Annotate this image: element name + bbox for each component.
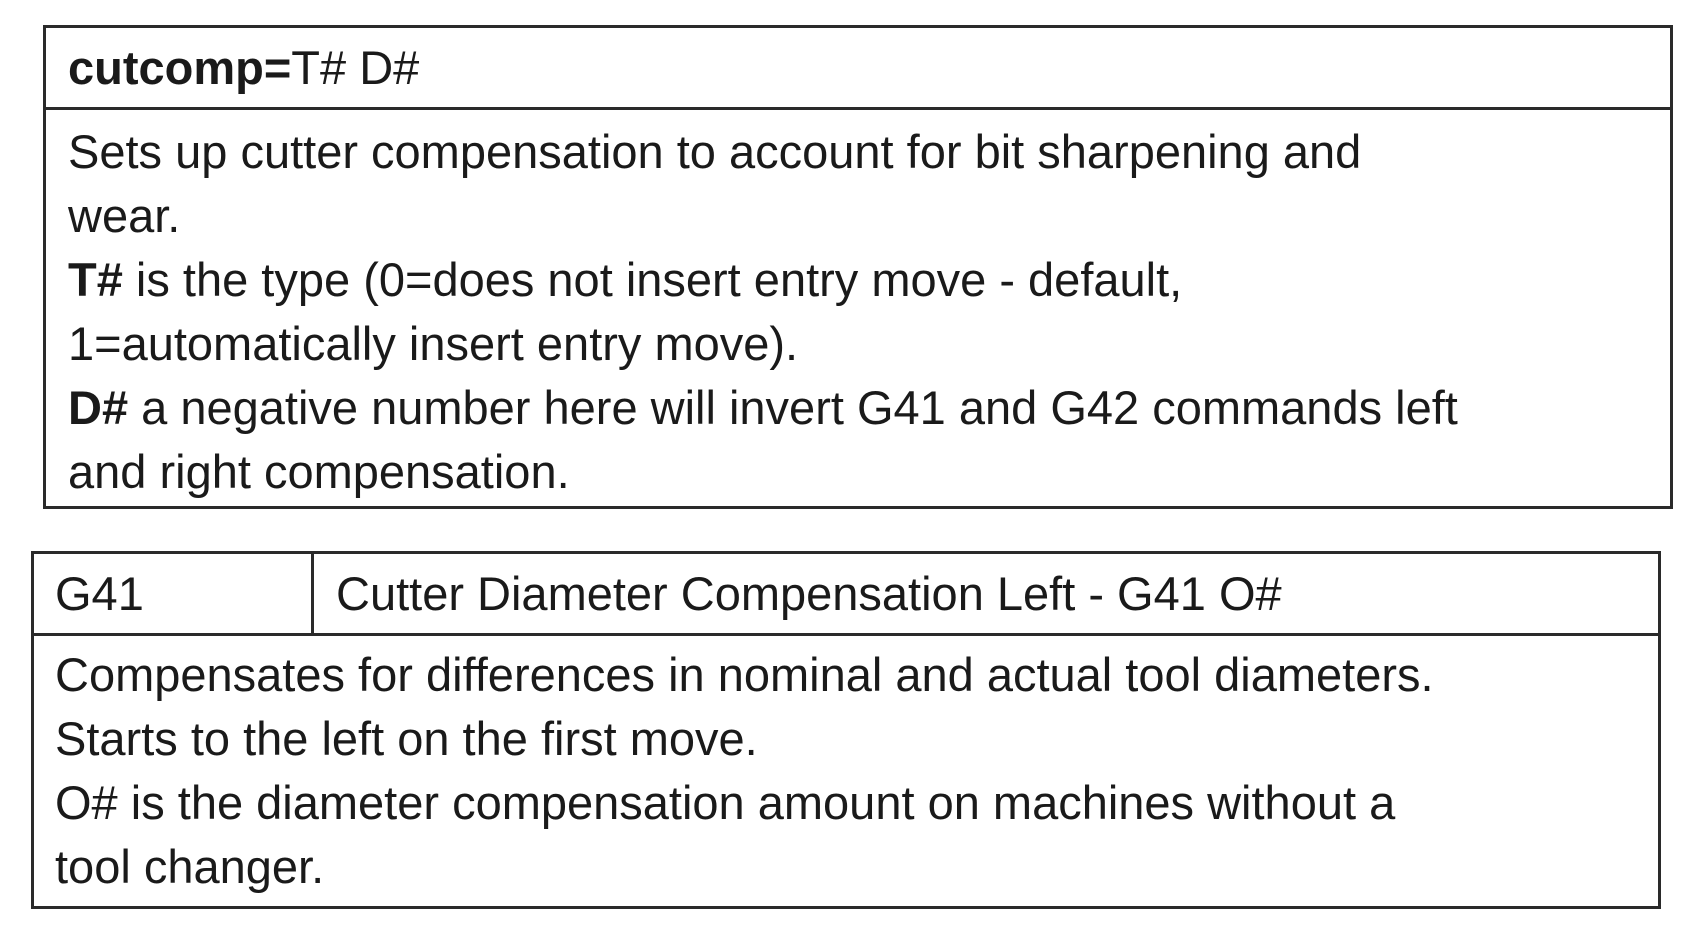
g41-description-line: Compensates for differences in nominal and actual tool diameters. — [55, 648, 1434, 701]
cutcomp-command-name: cutcomp= — [68, 41, 292, 94]
d-param-description — [68, 376, 1650, 440]
d-param-description-continued: and right compensation. — [68, 445, 570, 498]
t-param-text: is the type (0=does not insert entry move - default, — [122, 253, 1183, 306]
t-param-description — [68, 248, 1650, 312]
d-param-text: a negative number here will invert G41 and G42 commands left — [128, 381, 1458, 434]
g41-description-line: O# is the diameter compensation amount on machines without a — [55, 776, 1396, 829]
g41-header — [34, 554, 1658, 636]
cutcomp-description — [46, 110, 1670, 504]
g41-command-box — [31, 551, 1661, 909]
cutcomp-header — [46, 28, 1670, 110]
t-param-description-continued: 1=automatically insert entry move). — [68, 317, 799, 370]
d-param-label: D# — [68, 381, 129, 434]
t-param-label: T# — [68, 253, 123, 306]
cutcomp-description-line: wear. — [68, 189, 181, 242]
g41-description-line: Starts to the left on the first move. — [55, 712, 758, 765]
cutcomp-description-line: Sets up cutter compensation to account for bit sharpening and — [68, 125, 1362, 178]
g41-description-line: tool changer. — [55, 840, 325, 893]
g41-title: Cutter Diameter Compensation Left - G41 O# — [336, 567, 1282, 620]
g41-description — [34, 636, 1658, 899]
g41-code: G41 — [34, 554, 314, 633]
cutcomp-command-box — [43, 25, 1673, 509]
cutcomp-command-params: T# D# — [291, 41, 420, 94]
